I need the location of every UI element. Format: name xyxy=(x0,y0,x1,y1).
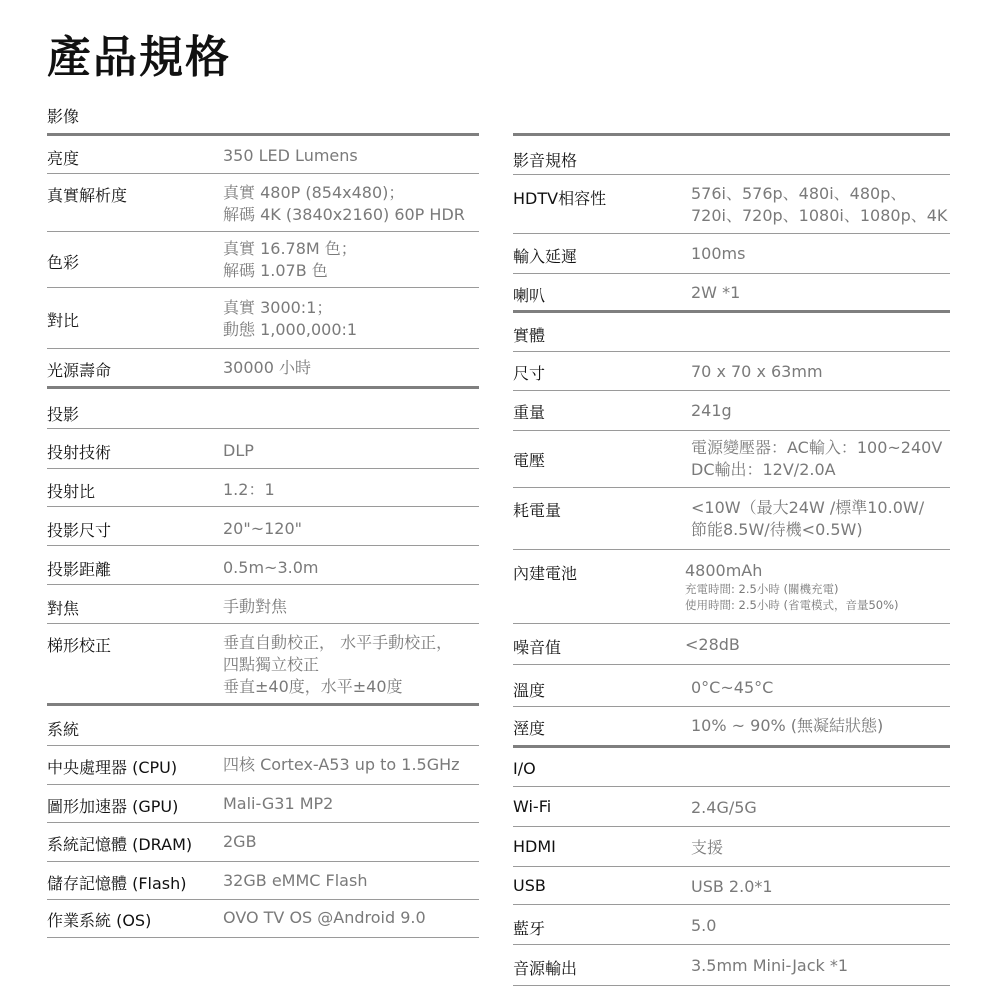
spec-value: 3.5mm Mini-Jack *1 xyxy=(691,956,849,975)
spec-value: 真實 16.78M 色； xyxy=(223,239,357,258)
spec-value: DLP xyxy=(223,441,254,460)
spec-value: 四點獨立校正 xyxy=(223,655,320,674)
spec-value: 70 x 70 x 63mm xyxy=(691,362,823,381)
section-row-av xyxy=(513,133,950,174)
spec-value: 10% ~ 90% (無凝結狀態) xyxy=(691,716,884,735)
spec-row-cpu xyxy=(47,745,479,784)
section-heading-projection: 投影 xyxy=(47,405,80,424)
spec-value: 電源變壓器：AC輸入：100~240V xyxy=(691,438,943,457)
spec-label: 亮度 xyxy=(47,149,80,168)
spec-value: 四核 Cortex-A53 up to 1.5GHz xyxy=(223,755,460,774)
spec-value: 350 LED Lumens xyxy=(223,146,358,165)
spec-value: 5.0 xyxy=(691,916,717,935)
spec-value: 真實 3000:1； xyxy=(223,298,333,317)
spec-row-lamp-life xyxy=(47,348,479,386)
spec-value: 動態 1,000,000:1 xyxy=(223,320,358,339)
spec-label: 電壓 xyxy=(513,451,546,470)
spec-value: 30000 小時 xyxy=(223,358,311,377)
spec-row-weight xyxy=(513,390,950,430)
spec-label: 投影距離 xyxy=(47,560,112,579)
spec-label: 儲存記憶體 (Flash) xyxy=(47,874,187,893)
spec-value: 1.2：1 xyxy=(223,480,275,499)
spec-label: 中央處理器 (CPU) xyxy=(47,758,178,777)
spec-value: 真實 480P (854x480)； xyxy=(223,183,405,202)
section-row-system xyxy=(47,703,479,745)
spec-row-dimensions xyxy=(513,351,950,390)
spec-label: HDTV相容性 xyxy=(513,189,607,208)
spec-row-focus xyxy=(47,584,479,623)
spec-row-distance xyxy=(47,545,479,584)
spec-label: 溫度 xyxy=(513,681,546,700)
bottom-divider xyxy=(47,937,479,938)
spec-value: 垂直±40度，水平±40度 xyxy=(223,677,403,696)
spec-row-humidity xyxy=(513,706,950,745)
spec-row-temperature xyxy=(513,664,950,706)
spec-label: 溼度 xyxy=(513,719,546,738)
spec-value: 0°C~45°C xyxy=(691,678,774,697)
spec-label: 投射技術 xyxy=(47,443,112,462)
spec-value: 解碼 1.07B 色 xyxy=(223,261,328,280)
spec-value: 節能8.5W/待機<0.5W) xyxy=(691,520,863,539)
spec-label: 圖形加速器 (GPU) xyxy=(47,797,179,816)
section-heading-io: I/O xyxy=(513,759,536,778)
spec-row-screen-size xyxy=(47,506,479,545)
spec-value: 2.4G/5G xyxy=(691,798,757,817)
spec-label: 作業系統 (OS) xyxy=(47,911,152,930)
spec-row-keystone xyxy=(47,623,479,703)
spec-row-latency xyxy=(513,233,950,273)
spec-label: 尺寸 xyxy=(513,364,546,383)
spec-row-projection-tech xyxy=(47,428,479,468)
spec-label: 噪音值 xyxy=(513,638,562,657)
spec-label: 投影尺寸 xyxy=(47,521,112,540)
spec-label: 光源壽命 xyxy=(47,361,112,380)
spec-note: 使用時間: 2.5小時 (省電模式，音量50%) xyxy=(685,598,899,612)
spec-label: 藍牙 xyxy=(513,919,546,938)
spec-value: DC輸出：12V/2.0A xyxy=(691,460,836,479)
spec-row-bluetooth xyxy=(513,904,950,944)
spec-value: 解碼 4K (3840x2160) 60P HDR xyxy=(223,205,465,224)
spec-label: 內建電池 xyxy=(513,564,578,583)
spec-value: 720i、720p、1080i、1080p、4K xyxy=(691,206,948,225)
spec-value: 支援 xyxy=(691,838,724,857)
spec-label: Wi-Fi xyxy=(513,797,552,816)
spec-label: 耗電量 xyxy=(513,501,562,520)
spec-value: <10W（最大24W /標準10.0W/ xyxy=(691,498,925,517)
spec-value: 垂直自動校正， 水平手動校正， xyxy=(223,633,453,652)
spec-note: 充電時間: 2.5小時 (關機充電) xyxy=(685,582,839,596)
page-title: 產品規格 xyxy=(47,32,231,83)
spec-value: 2W *1 xyxy=(691,283,741,302)
spec-value: 2GB xyxy=(223,832,257,851)
spec-label: 喇叭 xyxy=(513,286,546,305)
spec-label: USB xyxy=(513,876,546,895)
spec-value: <28dB xyxy=(685,635,740,654)
spec-row-usb xyxy=(513,866,950,904)
section-heading-av: 影音規格 xyxy=(513,151,578,170)
spec-value: OVO TV OS @Android 9.0 xyxy=(223,908,426,927)
spec-row-battery xyxy=(513,549,950,623)
spec-row-resolution xyxy=(47,173,479,231)
spec-row-speaker xyxy=(513,273,950,310)
spec-label: 系統記憶體 (DRAM) xyxy=(47,835,193,854)
spec-label: 音源輸出 xyxy=(513,959,578,978)
spec-row-throw-ratio xyxy=(47,468,479,506)
spec-value: 576i、576p、480i、480p、 xyxy=(691,184,907,203)
spec-row-brightness xyxy=(47,133,479,173)
spec-value: 0.5m~3.0m xyxy=(223,558,319,577)
spec-label: 對比 xyxy=(47,311,80,330)
spec-label: 真實解析度 xyxy=(47,186,128,205)
spec-label: HDMI xyxy=(513,837,556,856)
spec-row-noise xyxy=(513,623,950,664)
spec-label: 對焦 xyxy=(47,599,80,618)
spec-row-wifi xyxy=(513,786,950,826)
spec-row-gpu xyxy=(47,784,479,822)
spec-value: 手動對焦 xyxy=(223,597,288,616)
spec-label: 輸入延遲 xyxy=(513,247,578,266)
section-heading-system: 系統 xyxy=(47,720,80,739)
spec-value: 20"~120" xyxy=(223,519,303,538)
spec-value: 32GB eMMC Flash xyxy=(223,871,368,890)
spec-label: 重量 xyxy=(513,403,546,422)
spec-row-flash xyxy=(47,861,479,899)
spec-row-hdmi xyxy=(513,826,950,866)
spec-row-voltage xyxy=(513,430,950,487)
spec-value: 100ms xyxy=(691,244,746,263)
spec-row-os xyxy=(47,899,479,937)
section-row-physical xyxy=(513,310,950,351)
spec-row-ram xyxy=(47,822,479,861)
section-row-projection xyxy=(47,386,479,428)
spec-row-contrast xyxy=(47,287,479,348)
spec-label: 色彩 xyxy=(47,253,80,272)
spec-value: Mali-G31 MP2 xyxy=(223,794,334,813)
spec-row-color xyxy=(47,231,479,287)
bottom-divider xyxy=(513,985,950,986)
spec-row-audio-out xyxy=(513,944,950,985)
spec-value: USB 2.0*1 xyxy=(691,877,773,896)
spec-row-power xyxy=(513,487,950,549)
section-row-io xyxy=(513,745,950,786)
section-heading-physical: 實體 xyxy=(513,326,546,345)
spec-label: 投射比 xyxy=(47,482,96,501)
spec-value: 241g xyxy=(691,401,732,420)
spec-label: 梯形校正 xyxy=(47,636,112,655)
section-heading-video: 影像 xyxy=(47,107,80,126)
spec-value: 4800mAh xyxy=(685,561,763,580)
spec-row-hdtv xyxy=(513,174,950,233)
